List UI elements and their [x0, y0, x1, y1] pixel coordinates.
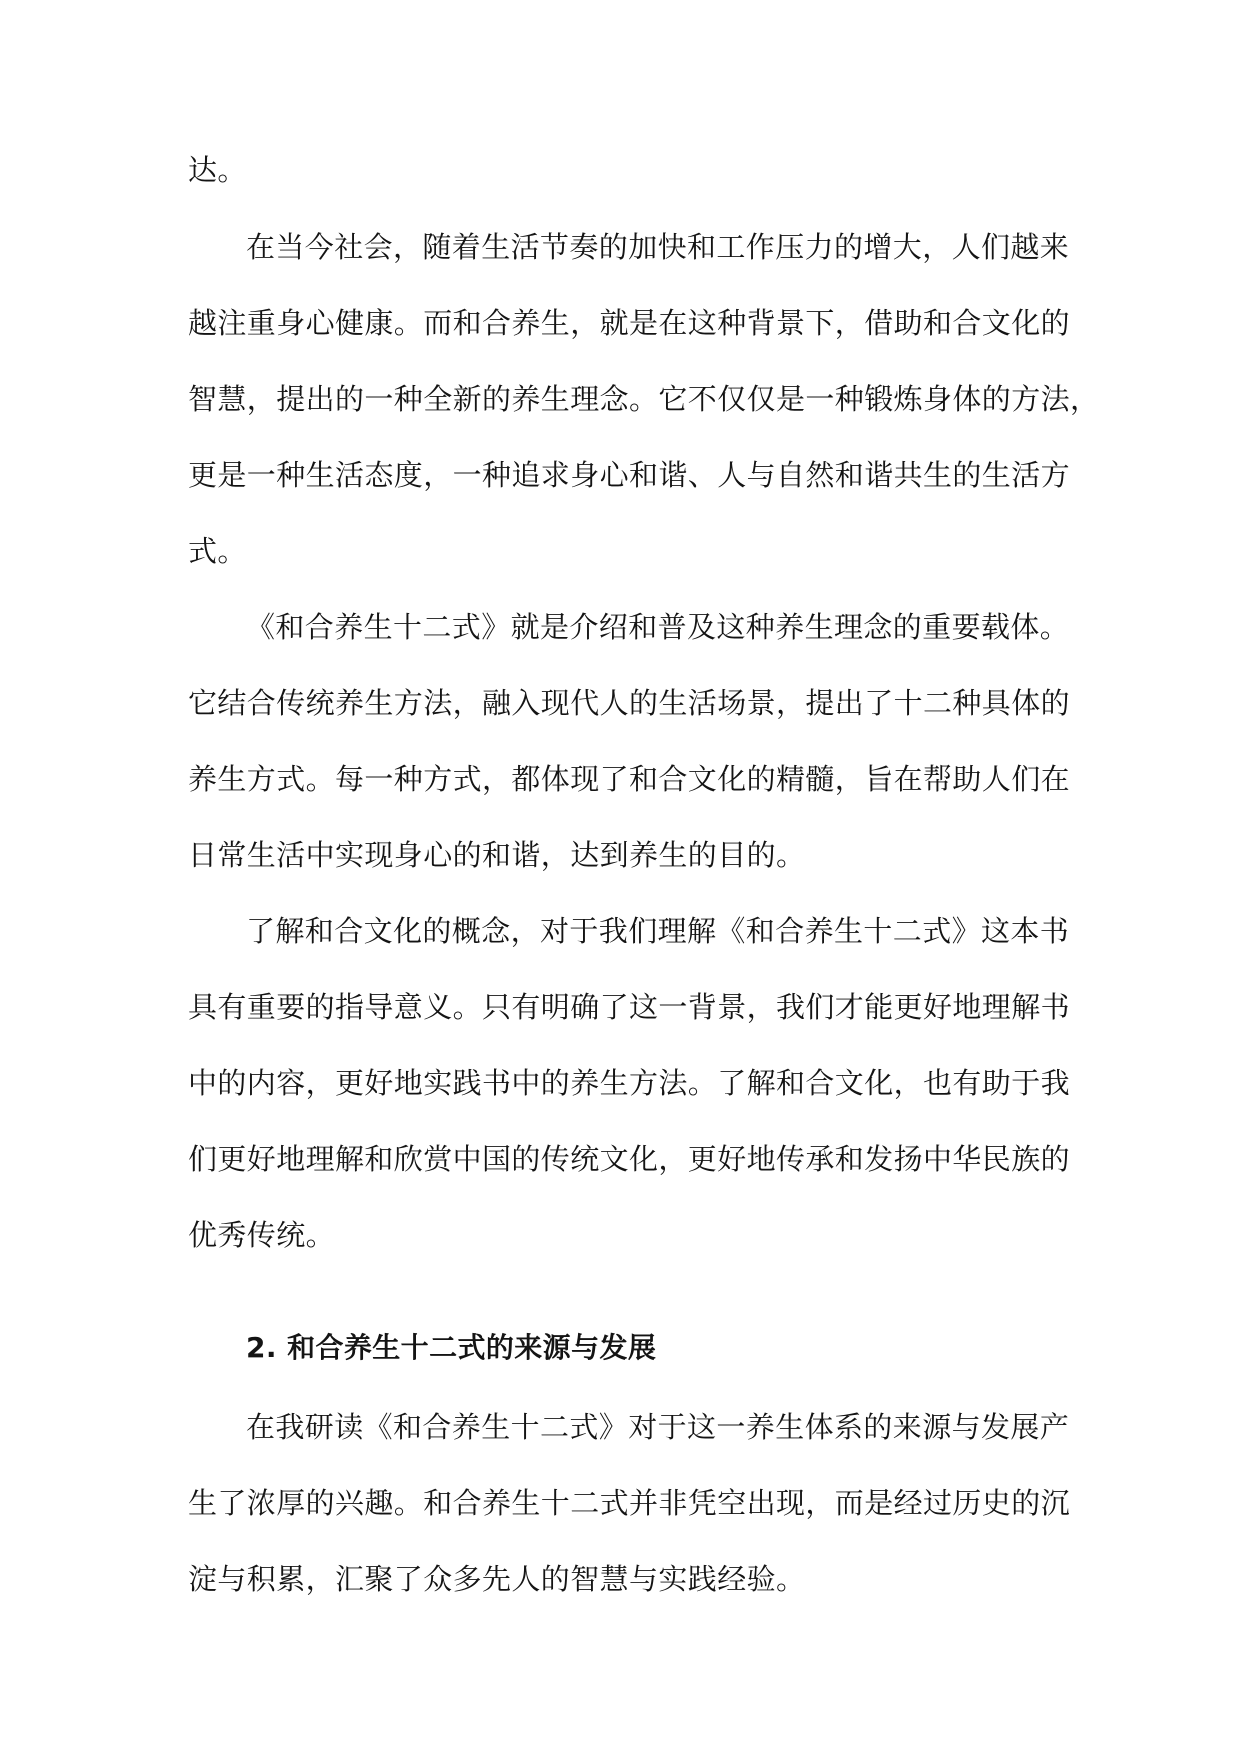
- paragraph-line: 达。: [188, 153, 247, 187]
- paragraph-line: 它结合传统养生方法，融入现代人的生活场景，提出了十二种具体的: [188, 686, 1071, 720]
- paragraph-line: 更是一种生活态度，一种追求身心和谐、人与自然和谐共生的生活方: [188, 458, 1071, 492]
- paragraph-line: 在当今社会，随着生活节奏的加快和工作压力的增大，人们越来: [246, 230, 1070, 264]
- paragraph-line: 优秀传统。: [188, 1218, 336, 1252]
- paragraph-line: 具有重要的指导意义。只有明确了这一背景，我们才能更好地理解书: [188, 990, 1071, 1024]
- paragraph-line: 智慧，提出的一种全新的养生理念。它不仅仅是一种锻炼身体的方法，: [188, 382, 1100, 416]
- paragraph-line: 日常生活中实现身心的和谐，达到养生的目的。: [188, 838, 806, 872]
- paragraph-line: 在我研读《和合养生十二式》对于这一养生体系的来源与发展产: [246, 1410, 1070, 1444]
- paragraph-line: 式。: [188, 534, 247, 568]
- section-heading: 2. 和合养生十二式的来源与发展: [246, 1331, 657, 1364]
- paragraph-line: 越注重身心健康。而和合养生，就是在这种背景下，借助和合文化的: [188, 306, 1071, 340]
- paragraph-line: 养生方式。每一种方式，都体现了和合文化的精髓，旨在帮助人们在: [188, 762, 1071, 796]
- paragraph-line: 们更好地理解和欣赏中国的传统文化，更好地传承和发扬中华民族的: [188, 1142, 1071, 1176]
- paragraph-line: 淀与积累，汇聚了众多先人的智慧与实践经验。: [188, 1562, 806, 1596]
- paragraph-line: 生了浓厚的兴趣。和合养生十二式并非凭空出现，而是经过历史的沉: [188, 1486, 1071, 1520]
- paragraph-line: 了解和合文化的概念，对于我们理解《和合养生十二式》这本书: [246, 914, 1070, 948]
- paragraph-line: 中的内容，更好地实践书中的养生方法。了解和合文化，也有助于我: [188, 1066, 1071, 1100]
- paragraph-line: 《和合养生十二式》就是介绍和普及这种养生理念的重要载体。: [246, 610, 1070, 644]
